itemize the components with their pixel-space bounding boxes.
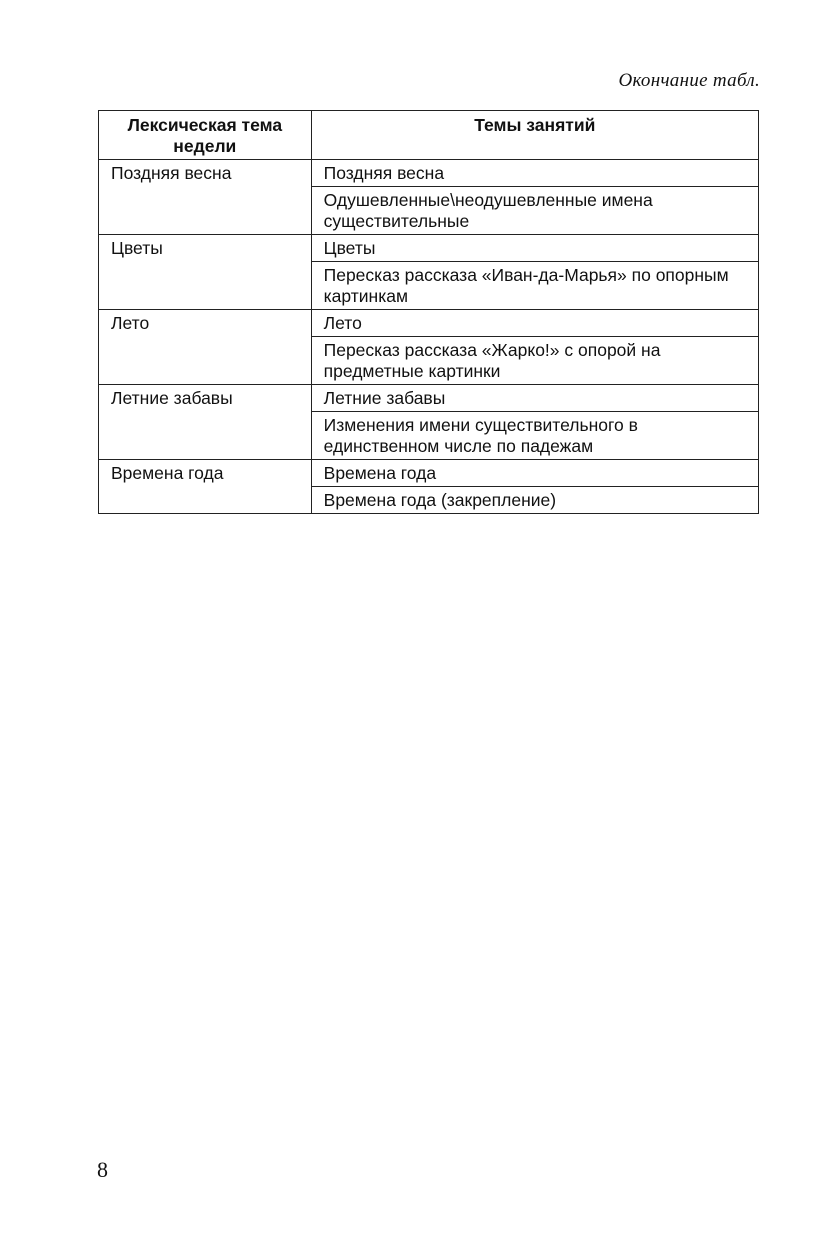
running-head: Окончание табл. — [618, 70, 760, 91]
table-row — [99, 385, 759, 412]
lesson-cell: Поздняя весна — [311, 160, 758, 187]
theme-cell: Поздняя весна — [99, 160, 312, 235]
table-row — [99, 160, 759, 187]
theme-cell: Цветы — [99, 235, 312, 310]
lessons-table — [98, 110, 759, 514]
lesson-cell: Пересказ рассказа «Жарко!» с опорой на предметные картинки — [311, 337, 758, 385]
page-number: 8 — [97, 1157, 108, 1182]
lesson-cell: Летние забавы — [311, 385, 758, 412]
table-row — [99, 460, 759, 487]
theme-cell: Летние забавы — [99, 385, 312, 460]
lesson-cell: Пересказ рассказа «Иван-да-Марья» по опорным картинкам — [311, 262, 758, 310]
table-row — [99, 310, 759, 337]
lesson-cell: Цветы — [311, 235, 758, 262]
lesson-cell: Времена года (закрепление) — [311, 487, 758, 514]
lesson-cell: Лето — [311, 310, 758, 337]
theme-cell: Времена года — [99, 460, 312, 514]
lesson-cell: Одушевленные\неодушевленные имена существительные — [311, 187, 758, 235]
table-header-row — [99, 111, 759, 160]
column-header-lessons: Темы занятий — [311, 111, 758, 160]
table-row — [99, 235, 759, 262]
column-header-theme: Лексическая тема недели — [99, 111, 312, 160]
lesson-cell: Изменения имени существительного в единственном числе по падежам — [311, 412, 758, 460]
theme-cell: Лето — [99, 310, 312, 385]
lesson-cell: Времена года — [311, 460, 758, 487]
